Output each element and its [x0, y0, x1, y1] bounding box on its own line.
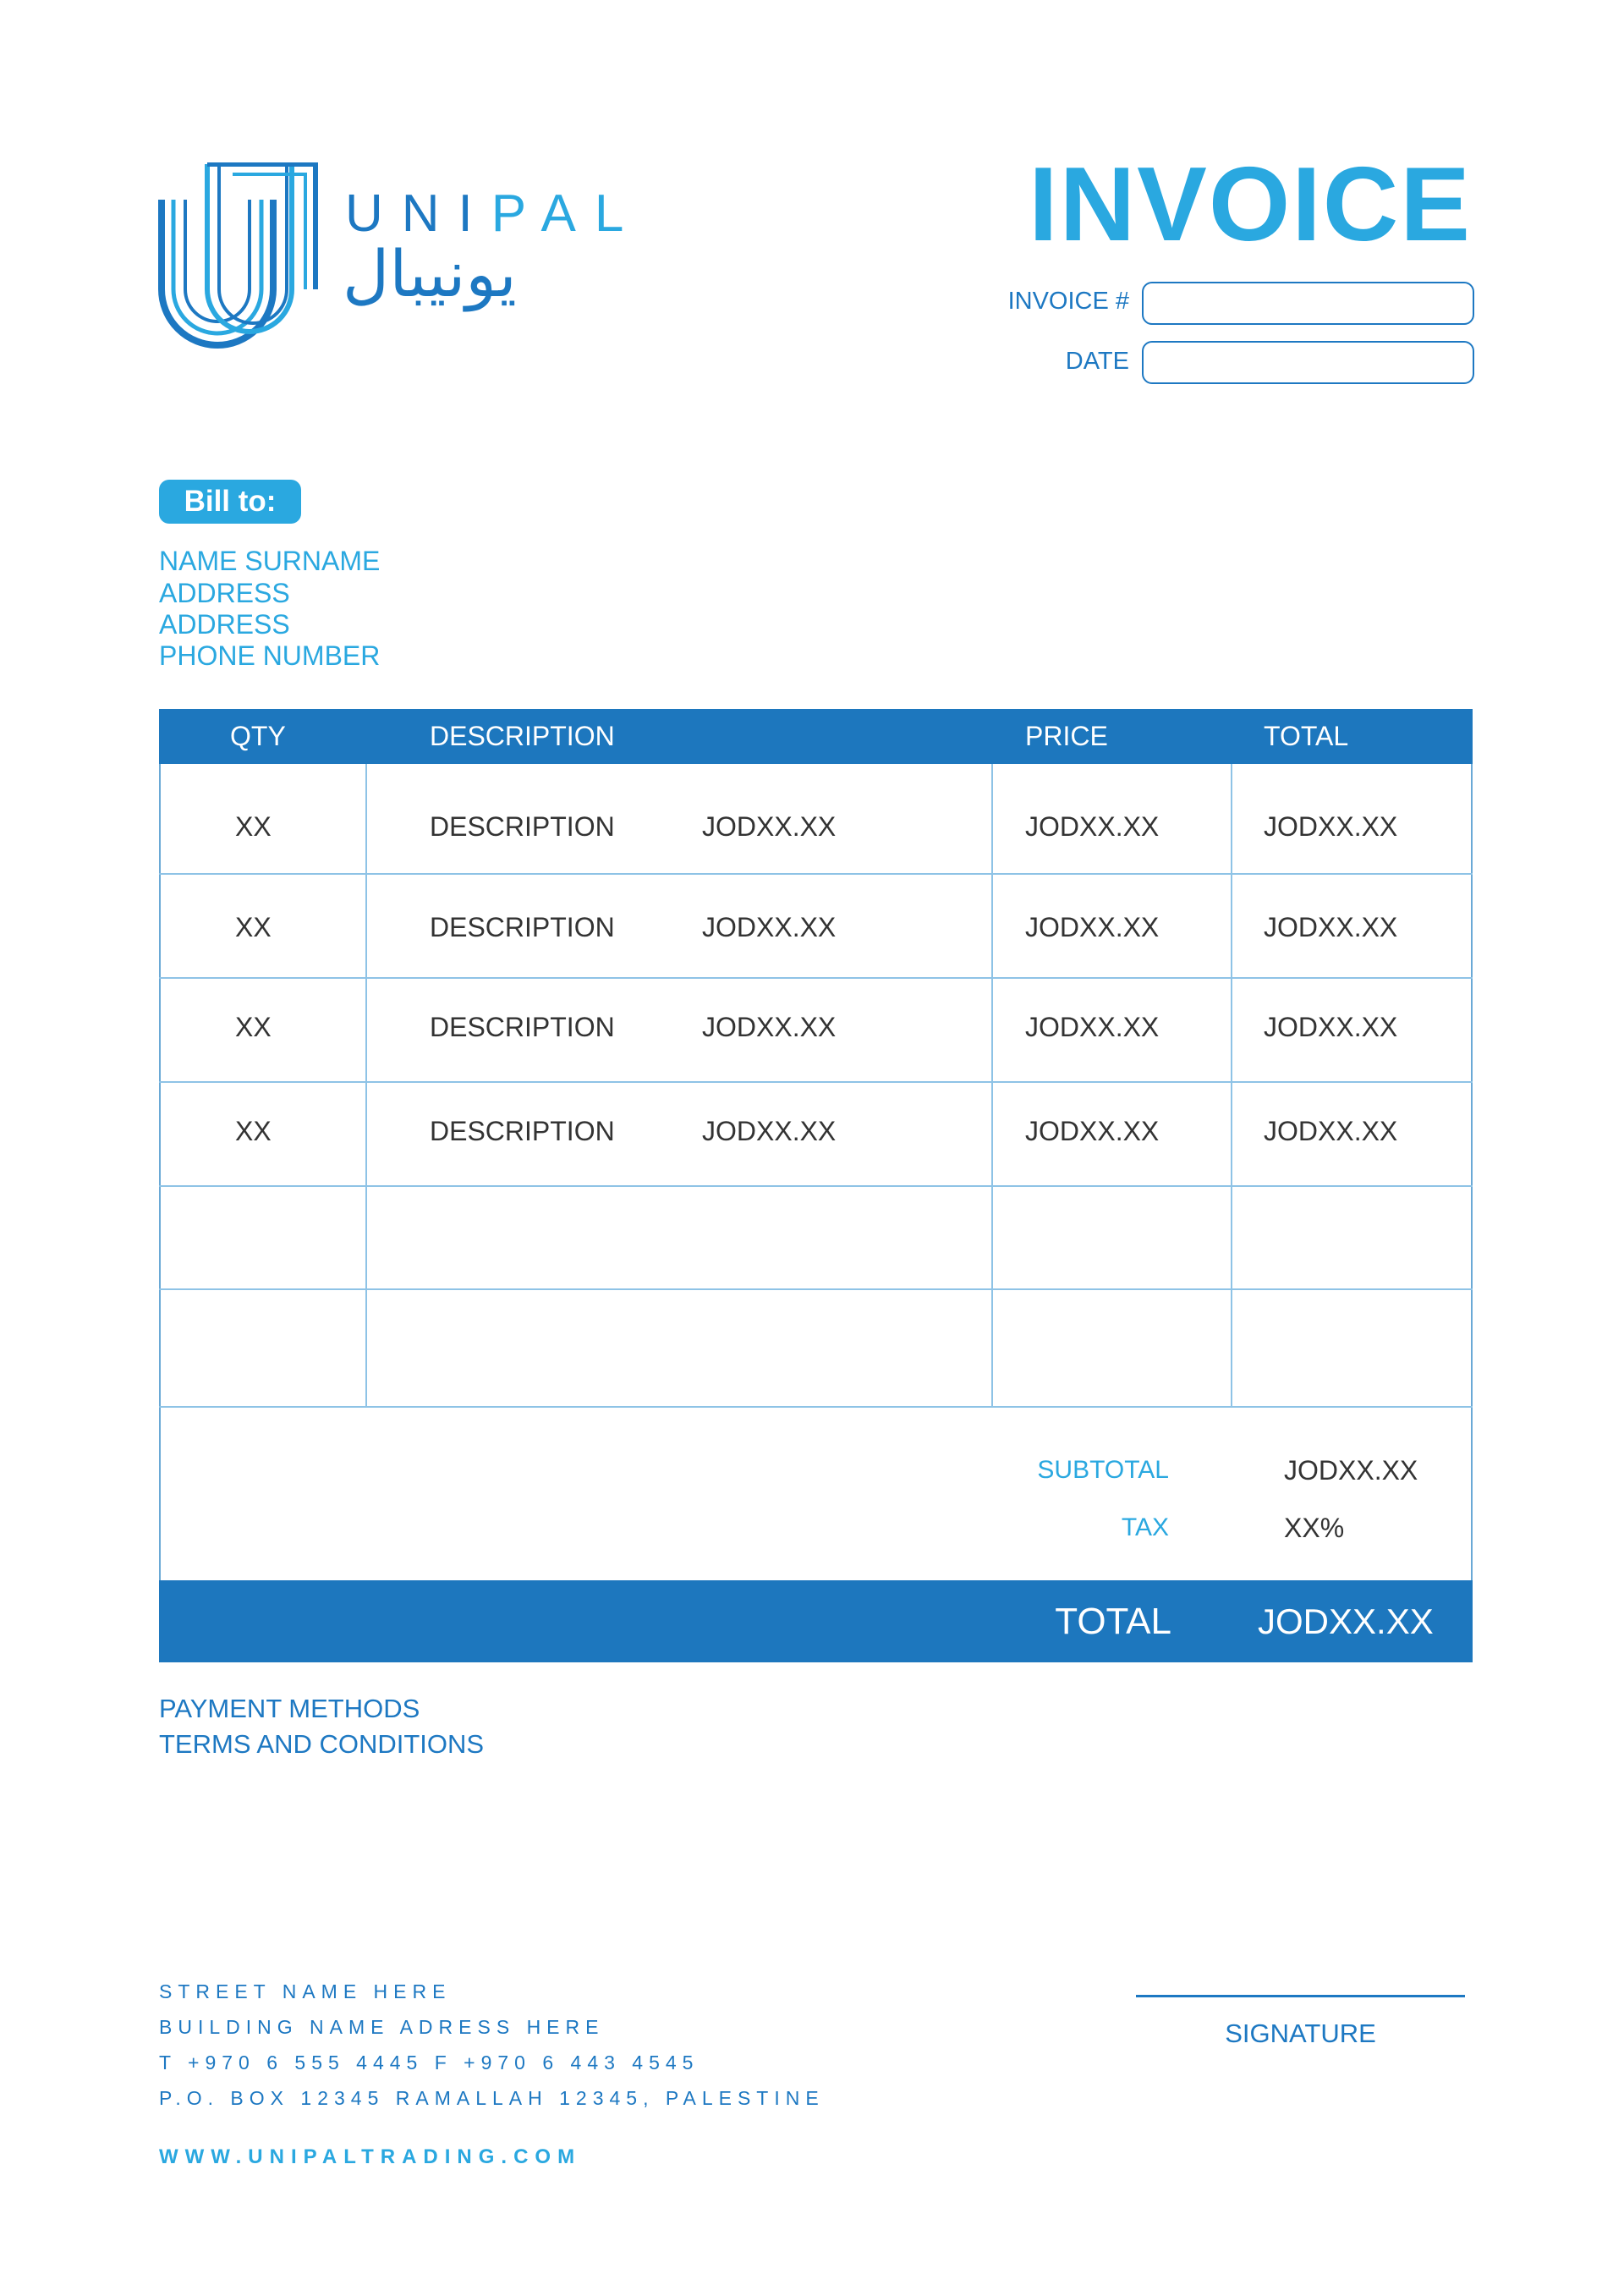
header-price: PRICE: [1025, 721, 1108, 751]
row-4-price: JODXX.XX: [1025, 1116, 1160, 1146]
row-divider: [159, 1185, 1473, 1187]
brand-name-arabic: يونيبال: [343, 236, 517, 311]
column-divider: [365, 764, 367, 1407]
row-1-amount: JODXX.XX: [702, 811, 837, 842]
row-3-amount: JODXX.XX: [702, 1012, 837, 1042]
subtotal-label: SUBTOTAL: [1037, 1456, 1169, 1484]
row-1-qty: XX: [235, 811, 272, 842]
unipal-u-logo-icon: [156, 162, 319, 350]
date-field[interactable]: [1142, 341, 1474, 384]
row-4-total: JODXX.XX: [1264, 1116, 1398, 1146]
address-building: BUILDING NAME ADRESS HERE: [159, 2016, 605, 2038]
header-qty: QTY: [230, 721, 286, 751]
row-2-description: DESCRIPTION: [430, 912, 615, 942]
row-divider: [159, 1081, 1473, 1083]
row-4-description: DESCRIPTION: [430, 1116, 615, 1146]
row-divider: [159, 977, 1473, 979]
row-3-description: DESCRIPTION: [430, 1012, 615, 1042]
signature-label: SIGNATURE: [1225, 2019, 1376, 2048]
tax-label: TAX: [1121, 1513, 1169, 1541]
date-label: DATE: [1065, 348, 1129, 375]
tax-value: XX%: [1284, 1513, 1345, 1543]
column-divider: [991, 764, 993, 1407]
invoice-number-label: INVOICE #: [1007, 288, 1129, 315]
grand-total-label: TOTAL: [1055, 1601, 1171, 1642]
row-2-price: JODXX.XX: [1025, 912, 1160, 942]
bill-to-phone: PHONE NUMBER: [159, 640, 381, 671]
row-1-price: JODXX.XX: [1025, 811, 1160, 842]
row-4-amount: JODXX.XX: [702, 1116, 837, 1146]
address-po-box: P.O. BOX 12345 RAMALLAH 12345, PALESTINE: [159, 2087, 825, 2109]
invoice-title: INVOICE: [1029, 146, 1472, 263]
brand-name-latin: UNIPAL: [345, 184, 643, 243]
bill-to-address-1: ADDRESS: [159, 578, 290, 608]
row-divider: [159, 873, 1473, 875]
signature-line: [1136, 1995, 1465, 1997]
row-1-total: JODXX.XX: [1264, 811, 1398, 842]
row-3-price: JODXX.XX: [1025, 1012, 1160, 1042]
header-total: TOTAL: [1264, 721, 1349, 751]
terms-and-conditions-link: TERMS AND CONDITIONS: [159, 1729, 485, 1759]
row-divider: [159, 1406, 1473, 1408]
row-2-total: JODXX.XX: [1264, 912, 1398, 942]
row-3-qty: XX: [235, 1012, 272, 1042]
row-4-qty: XX: [235, 1116, 272, 1146]
grand-total-value: JODXX.XX: [1258, 1601, 1434, 1641]
row-2-qty: XX: [235, 912, 272, 942]
payment-methods-link: PAYMENT METHODS: [159, 1694, 420, 1723]
column-divider: [1231, 764, 1232, 1407]
bill-to-address-2: ADDRESS: [159, 609, 290, 640]
row-3-total: JODXX.XX: [1264, 1012, 1398, 1042]
address-street: STREET NAME HERE: [159, 1980, 452, 2002]
subtotal-value: JODXX.XX: [1284, 1455, 1418, 1486]
website-link[interactable]: WWW.UNIPALTRADING.COM: [159, 2145, 582, 2168]
address-phone-fax: T +970 6 555 4445 F +970 6 443 4545: [159, 2052, 700, 2074]
row-1-description: DESCRIPTION: [430, 811, 615, 842]
row-divider: [159, 1288, 1473, 1290]
header-description: DESCRIPTION: [430, 721, 615, 751]
invoice-number-field[interactable]: [1142, 282, 1474, 325]
bill-to-name: NAME SURNAME: [159, 546, 381, 576]
bill-to-badge: Bill to:: [159, 480, 301, 524]
row-2-amount: JODXX.XX: [702, 912, 837, 942]
